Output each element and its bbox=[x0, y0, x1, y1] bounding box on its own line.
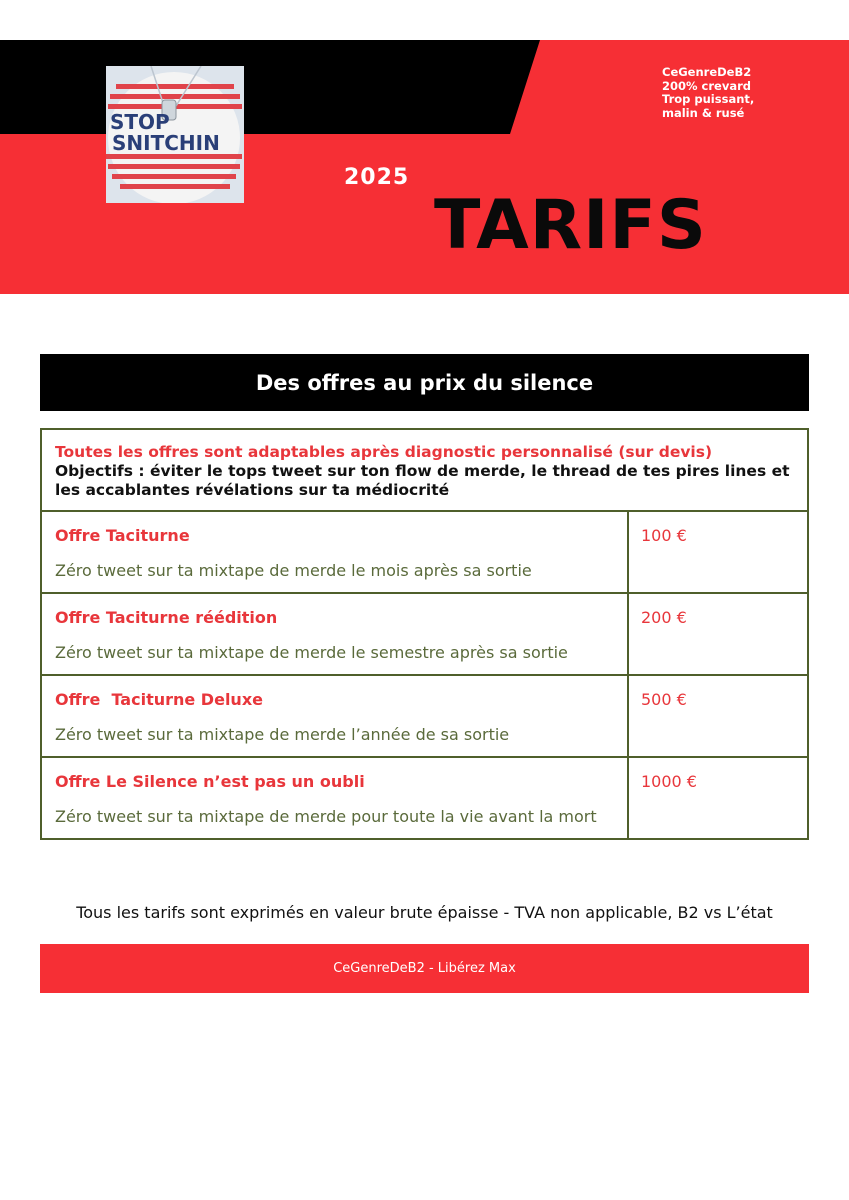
table-row bbox=[42, 512, 807, 594]
year-label: 2025 bbox=[344, 165, 410, 190]
intro-headline: Toutes les offres sont adaptables après diagnostic personnalisé (sur devis) bbox=[55, 443, 713, 461]
brand-block bbox=[662, 66, 754, 120]
page-title: TARIFS bbox=[434, 186, 707, 265]
header-black-band bbox=[0, 40, 560, 134]
brand-line: CeGenreDeB2 bbox=[662, 65, 752, 79]
offer-price: 1000 € bbox=[641, 772, 697, 791]
footer-text: CeGenreDeB2 - Libérez Max bbox=[333, 961, 516, 976]
offer-title: Offre Taciturne Deluxe bbox=[55, 690, 263, 709]
offer-title: Offre Taciturne réédition bbox=[55, 608, 278, 627]
offer-price: 500 € bbox=[641, 690, 687, 709]
offer-description: Zéro tweet sur ta mixtape de merde pour toute la vie avant la mort bbox=[55, 807, 597, 826]
pricing-table bbox=[40, 428, 809, 840]
stop-snitchin-logo bbox=[106, 66, 244, 203]
section-banner: Des offres au prix du silence bbox=[40, 354, 809, 411]
offer-price: 100 € bbox=[641, 526, 687, 545]
column-divider bbox=[627, 594, 629, 674]
logo-text-line1: STOP bbox=[110, 110, 170, 134]
brand-line: malin & rusé bbox=[662, 105, 745, 120]
offer-description: Zéro tweet sur ta mixtape de merde le mois après sa sortie bbox=[55, 561, 532, 580]
offer-price: 200 € bbox=[641, 608, 687, 627]
logo-text-line2: SNITCHIN bbox=[112, 131, 220, 155]
table-row bbox=[42, 594, 807, 676]
pricing-intro bbox=[42, 430, 807, 512]
footer-bar bbox=[40, 944, 809, 993]
offer-description: Zéro tweet sur ta mixtape de merde le semestre après sa sortie bbox=[55, 643, 568, 662]
column-divider bbox=[627, 676, 629, 756]
table-row bbox=[42, 758, 807, 840]
brand-line: 200% crevard bbox=[662, 78, 751, 93]
column-divider bbox=[627, 512, 629, 592]
pricing-note: Tous les tarifs sont exprimés en valeur brute épaisse - TVA non applicable, B2 vs L’état bbox=[76, 903, 773, 922]
intro-objectives: Objectifs : éviter le tops tweet sur ton flow de merde, le thread de tes pires lines et les accablantes révélations sur ta médiocrité bbox=[55, 462, 790, 499]
brand-line: Trop puissant, bbox=[662, 92, 755, 106]
offer-title: Offre Taciturne bbox=[55, 526, 190, 545]
column-divider bbox=[627, 758, 629, 840]
offer-title: Offre Le Silence n’est pas un oubli bbox=[55, 772, 365, 791]
table-row bbox=[42, 676, 807, 758]
offer-description: Zéro tweet sur ta mixtape de merde l’année de sa sortie bbox=[55, 725, 510, 744]
